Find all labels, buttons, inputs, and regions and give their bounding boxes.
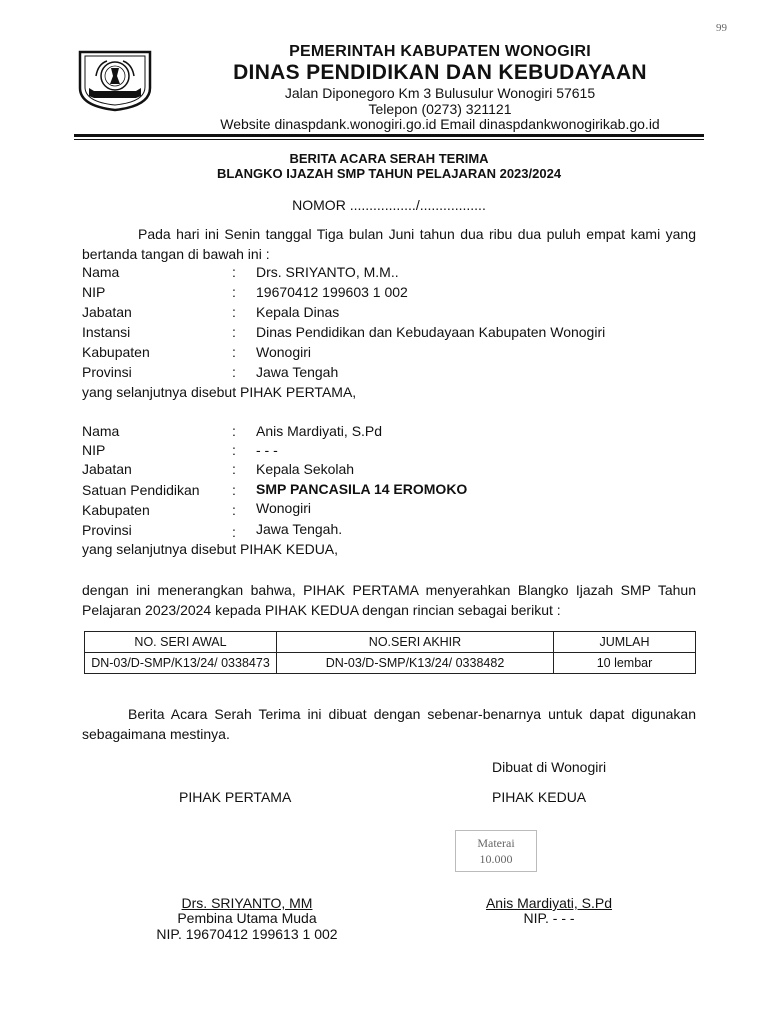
colon: : — [232, 442, 236, 458]
table-header-cell: NO.SERI AKHIR — [277, 632, 554, 653]
table-cell: DN-03/D-SMP/K13/24/ 0338482 — [277, 653, 554, 674]
revenue-stamp-value: 10.000 — [479, 852, 513, 866]
second-party-label: Satuan Pendidikan — [82, 482, 200, 498]
revenue-stamp-label: Materai — [477, 836, 515, 850]
first-party-signatory-name: Drs. SRIYANTO, MM — [181, 895, 313, 911]
second-party-value: Wonogiri — [256, 500, 311, 516]
second-party-label: NIP — [82, 442, 106, 458]
wonogiri-regency-emblem-icon — [74, 46, 156, 112]
second-party-label: Nama — [82, 423, 120, 439]
letterhead-government: PEMERINTAH KABUPATEN WONOGIRI — [289, 43, 591, 60]
colon: : — [232, 502, 236, 518]
first-party-value: Kepala Dinas — [256, 304, 340, 320]
table-row — [85, 653, 696, 674]
table-header-row — [85, 632, 696, 653]
colon: : — [232, 324, 236, 340]
second-party-label: Kabupaten — [82, 502, 150, 518]
second-party-value: Anis Mardiyati, S.Pd — [256, 423, 383, 439]
colon: : — [232, 304, 236, 320]
table-cell: DN-03/D-SMP/K13/24/ 0338473 — [85, 653, 277, 674]
colon: : — [232, 284, 236, 300]
closing-paragraph: Berita Acara Serah Terima ini dibuat dengan sebenar-benarnya untuk dapat digunakan sebagaimana mestinya. — [82, 706, 696, 742]
first-party-nip: NIP. 19670412 199613 1 002 — [156, 926, 338, 942]
second-party-nip: NIP. - - - — [523, 910, 575, 926]
document-subtitle: BLANGKO IJAZAH SMP TAHUN PELAJARAN 2023/2024 — [216, 166, 562, 181]
first-party-value: Wonogiri — [256, 344, 311, 360]
colon: : — [232, 364, 236, 380]
first-party-signature-label: PIHAK PERTAMA — [179, 789, 292, 805]
table-header-cell: NO. SERI AWAL — [85, 632, 277, 653]
colon: : — [232, 423, 236, 439]
second-party-signature-label: PIHAK KEDUA — [492, 789, 587, 805]
document-number: NOMOR ................./................. — [292, 197, 486, 213]
first-party-label: Provinsi — [82, 364, 132, 380]
letterhead-web: Website dinaspdank.wonogiri.go.id Email dinaspdankwonogirikab.go.id — [220, 116, 660, 132]
second-party-value: - - - — [256, 442, 278, 458]
first-party-value: Dinas Pendidikan dan Kebudayaan Kabupaten Wonogiri — [256, 324, 606, 340]
letterhead-address: Jalan Diponegoro Km 3 Bulusulur Wonogiri 57615 — [284, 85, 596, 101]
first-party-label: NIP — [82, 284, 106, 300]
first-party-label: Jabatan — [82, 304, 132, 320]
page-number: 99 — [716, 22, 727, 34]
table-cell: 10 lembar — [554, 653, 696, 674]
letterhead-phone: Telepon (0273) 321121 — [368, 101, 512, 117]
first-party-value: 19670412 199603 1 002 — [256, 284, 408, 300]
first-party-note: yang selanjutnya disebut PIHAK PERTAMA, — [82, 384, 357, 400]
letterhead-divider-thick — [74, 134, 704, 137]
second-party-signatory-name: Anis Mardiyati, S.Pd — [485, 895, 613, 911]
colon: : — [232, 344, 236, 360]
table-header-cell: JUMLAH — [554, 632, 696, 653]
place-of-signing: Dibuat di Wonogiri — [492, 759, 607, 775]
school-name: SMP PANCASILA 14 EROMOKO — [256, 481, 468, 497]
second-party-label: Provinsi — [82, 522, 132, 538]
revenue-stamp — [455, 830, 537, 872]
letterhead-agency: DINAS PENDIDIKAN DAN KEBUDAYAAN — [233, 61, 647, 84]
intro-paragraph: Pada hari ini Senin tanggal Tiga bulan Juni tahun dua ribu dua puluh empat kami yang bertanda tangan di bawah ini : — [82, 226, 696, 262]
second-party-note: yang selanjutnya disebut PIHAK KEDUA, — [82, 541, 339, 557]
first-party-label: Kabupaten — [82, 344, 150, 360]
second-party-label: Jabatan — [82, 461, 132, 477]
second-party-value: Jawa Tengah. — [256, 521, 343, 537]
colon: : — [232, 524, 236, 540]
colon: : — [232, 264, 236, 280]
first-party-value: Drs. SRIYANTO, M.M.. — [256, 264, 399, 280]
colon: : — [232, 461, 236, 477]
colon: : — [232, 482, 236, 498]
first-party-value: Jawa Tengah — [256, 364, 339, 380]
first-party-label: Instansi — [82, 324, 131, 340]
first-party-rank: Pembina Utama Muda — [177, 910, 317, 926]
serial-number-table — [84, 631, 696, 674]
handover-statement: dengan ini menerangkan bahwa, PIHAK PERTAMA menyerahkan Blangko Ijazah SMP Tahun Pelajaran 2023/2024 kepada PIHAK KEDUA dengan rincian sebagai berikut : — [82, 582, 696, 618]
second-party-value: Kepala Sekolah — [256, 461, 355, 477]
document-title: BERITA ACARA SERAH TERIMA — [289, 151, 489, 166]
first-party-label: Nama — [82, 264, 120, 280]
letterhead-divider-thin — [74, 139, 704, 140]
